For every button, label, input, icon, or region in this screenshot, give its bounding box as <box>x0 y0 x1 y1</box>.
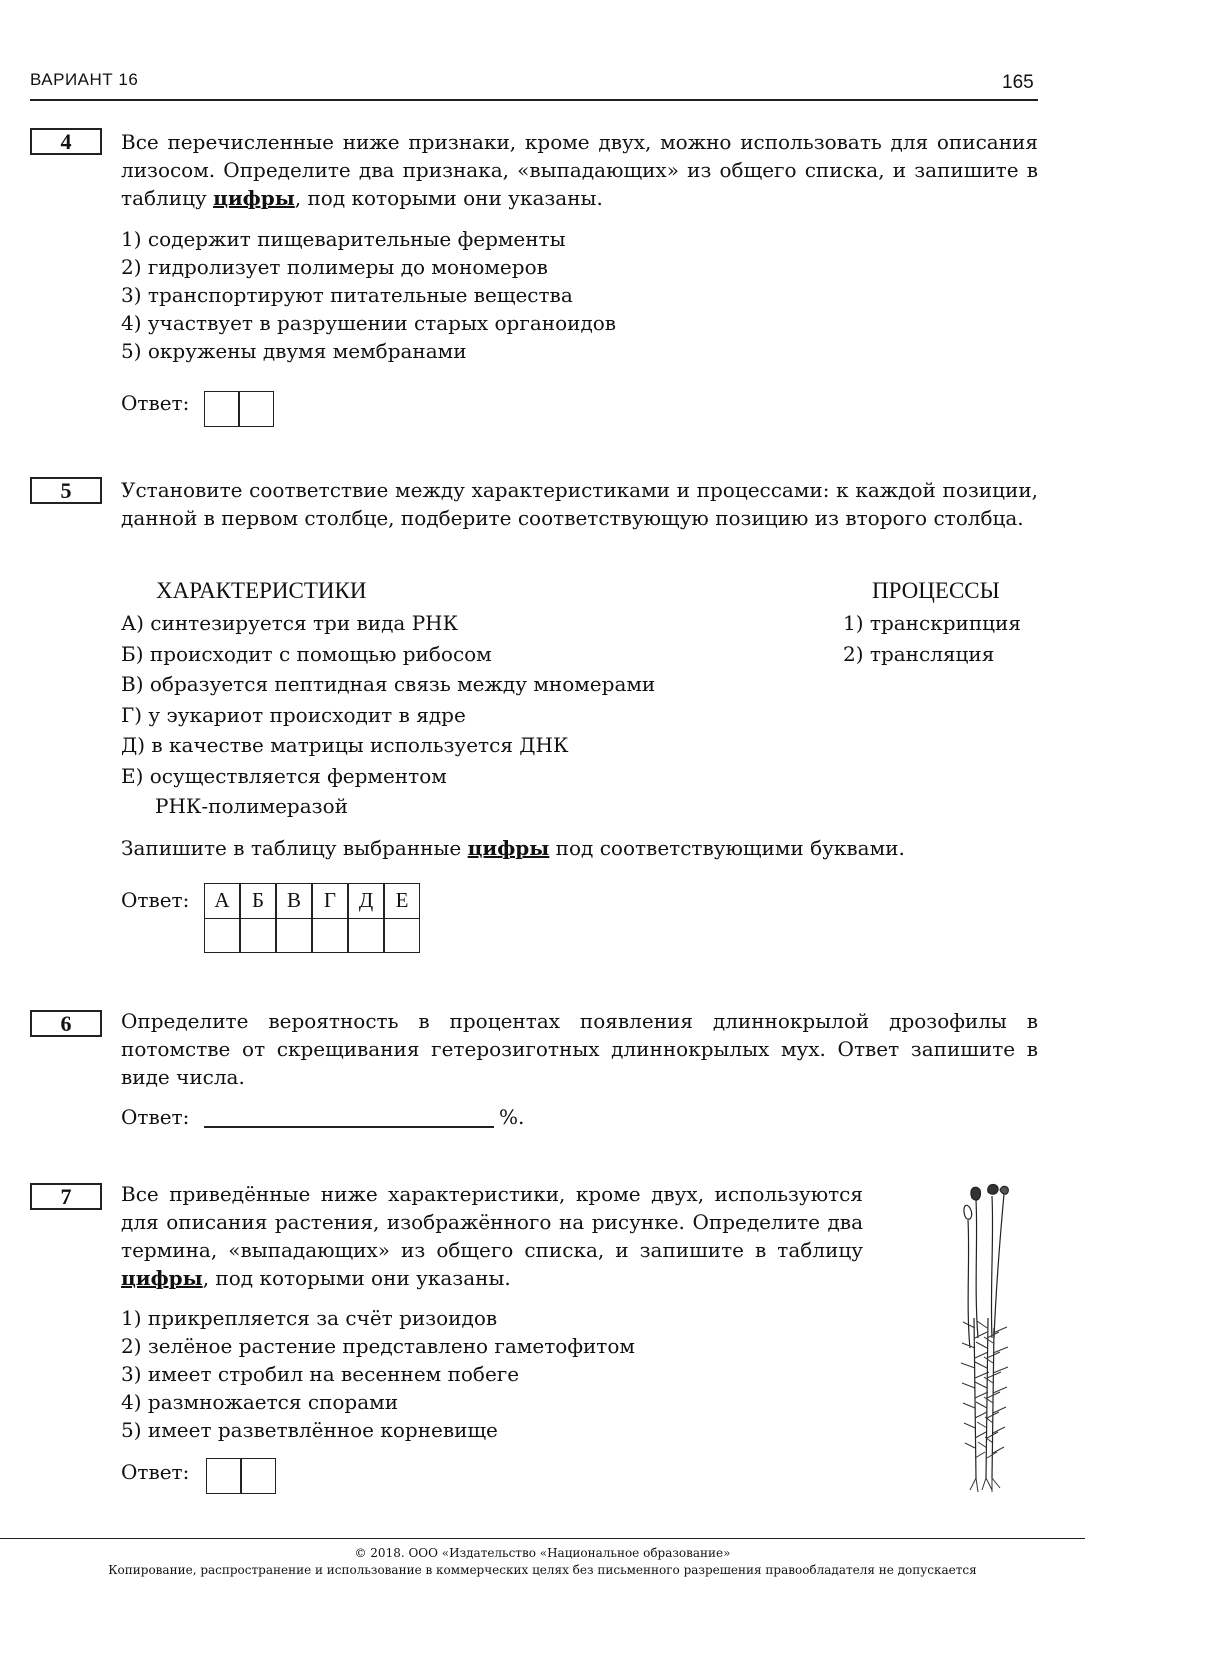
answer-label-7: Ответ: <box>121 1460 190 1484</box>
process-2: 2) трансляция <box>843 641 995 666</box>
footer-divider <box>0 1538 1085 1539</box>
letter-cell-v: В <box>276 883 312 919</box>
answer-cell-d[interactable] <box>348 918 384 953</box>
letter-cell-e: Е <box>384 883 420 919</box>
option-3: 3) имеет стробил на весеннем побеге <box>121 1362 520 1386</box>
answer-label-5: Ответ: <box>121 888 190 912</box>
question-number-5: 5 <box>30 477 102 504</box>
copyright-line: © 2018. ООО «Издательство «Национальное образование» <box>354 1546 731 1560</box>
characteristics-list <box>121 608 655 822</box>
answer-cell-e[interactable] <box>384 918 420 953</box>
option-2: 2) зелёное растение представлено гаметофитом <box>121 1334 635 1358</box>
header-divider <box>30 99 1038 101</box>
answer-cell-a[interactable] <box>204 918 240 953</box>
question-7-text: Все приведённые ниже характеристики, кроме двух, используются для описания растения, изображённого на рисунке. Определите два термина, «выпадающих» из общего списка, и запишите в таблицу цифры, под которыми они указаны. <box>121 1182 863 1290</box>
answer-cell-g[interactable] <box>312 918 348 953</box>
option-3: 3) транспортируют питательные вещества <box>121 283 573 307</box>
question-5-text: Установите соответствие между характеристиками и процессами: к каждой позиции, данной в первом столбце, подберите соответствующую позицию из второго столбца. <box>121 478 1038 530</box>
option-5: 5) окружены двумя мембранами <box>121 339 467 363</box>
copyright-notice: Копирование, распространение и использование в коммерческих целях без письменного разрешения правообладателя не допускается <box>108 1563 977 1577</box>
letter-cell-d: Д <box>348 883 384 919</box>
emphasis-digits: цифры <box>121 1266 203 1290</box>
processes-list <box>843 608 1021 669</box>
question-number-7: 7 <box>30 1183 102 1210</box>
characteristic-d: Д) в качестве матрицы используется ДНК <box>121 733 569 757</box>
answer-cell-4-2[interactable] <box>238 391 274 427</box>
option-4: 4) размножается спорами <box>121 1390 399 1414</box>
answer-cell-4-1[interactable] <box>204 391 240 427</box>
option-1: 1) прикрепляется за счёт ризоидов <box>121 1306 498 1330</box>
characteristic-b: Б) происходит с помощью рибосом <box>121 641 492 666</box>
letter-cell-b: Б <box>240 883 276 919</box>
letter-cell-a: А <box>204 883 240 919</box>
column-header-characteristics: ХАРАКТЕРИСТИКИ <box>156 578 367 603</box>
option-1: 1) содержит пищеварительные ферменты <box>121 227 566 251</box>
characteristic-a: А) синтезируется три вида РНК <box>121 611 459 635</box>
variant-title: ВАРИАНТ 16 <box>30 70 139 89</box>
emphasis-digits: цифры <box>213 186 295 210</box>
page-number: 165 <box>1002 72 1034 93</box>
question-number-6: 6 <box>30 1010 102 1037</box>
characteristic-e-continued: РНК-полимеразой <box>155 794 348 818</box>
answer-cell-v[interactable] <box>276 918 312 953</box>
characteristic-g: Г) у эукариот происходит в ядре <box>121 702 466 727</box>
process-1: 1) транскрипция <box>843 611 1021 635</box>
option-4: 4) участвует в разрушении старых органоидов <box>121 311 617 335</box>
option-5: 5) имеет разветвлённое корневище <box>121 1418 498 1442</box>
answer-line-6[interactable] <box>204 1126 494 1128</box>
answer-cell-7-2[interactable] <box>240 1458 276 1494</box>
letter-cell-g: Г <box>312 883 348 919</box>
question-7-options <box>121 1304 635 1444</box>
option-2: 2) гидролизует полимеры до мономеров <box>121 255 548 279</box>
column-header-processes: ПРОЦЕССЫ <box>872 578 1000 603</box>
characteristic-v: В) образуется пептидная связь между мномерами <box>121 672 656 696</box>
percent-unit: %. <box>499 1105 525 1129</box>
question-5-instruction: Запишите в таблицу выбранные цифры под соответствующими буквами. <box>121 836 905 860</box>
moss-plant-illustration <box>950 1178 1040 1508</box>
answer-label-4: Ответ: <box>121 391 190 415</box>
question-4-text: Все перечисленные ниже признаки, кроме двух, можно использовать для описания лизосом. Определите два признака, «выпадающих» из общего списка, и запишите в таблицу цифры, под которыми они указаны. <box>121 130 1038 210</box>
question-number-4: 4 <box>30 128 102 155</box>
question-4-options <box>121 225 616 365</box>
answer-cell-b[interactable] <box>240 918 276 953</box>
question-6-text: Определите вероятность в процентах появления длиннокрылой дрозофилы в потомстве от скрещивания гетерозиготных длиннокрылых мух. Ответ запишите в виде числа. <box>121 1009 1038 1089</box>
emphasis-digits: цифры <box>467 836 550 860</box>
answer-cell-7-1[interactable] <box>206 1458 242 1494</box>
answer-label-6: Ответ: <box>121 1105 190 1129</box>
characteristic-e: Е) осуществляется ферментом <box>121 763 447 788</box>
